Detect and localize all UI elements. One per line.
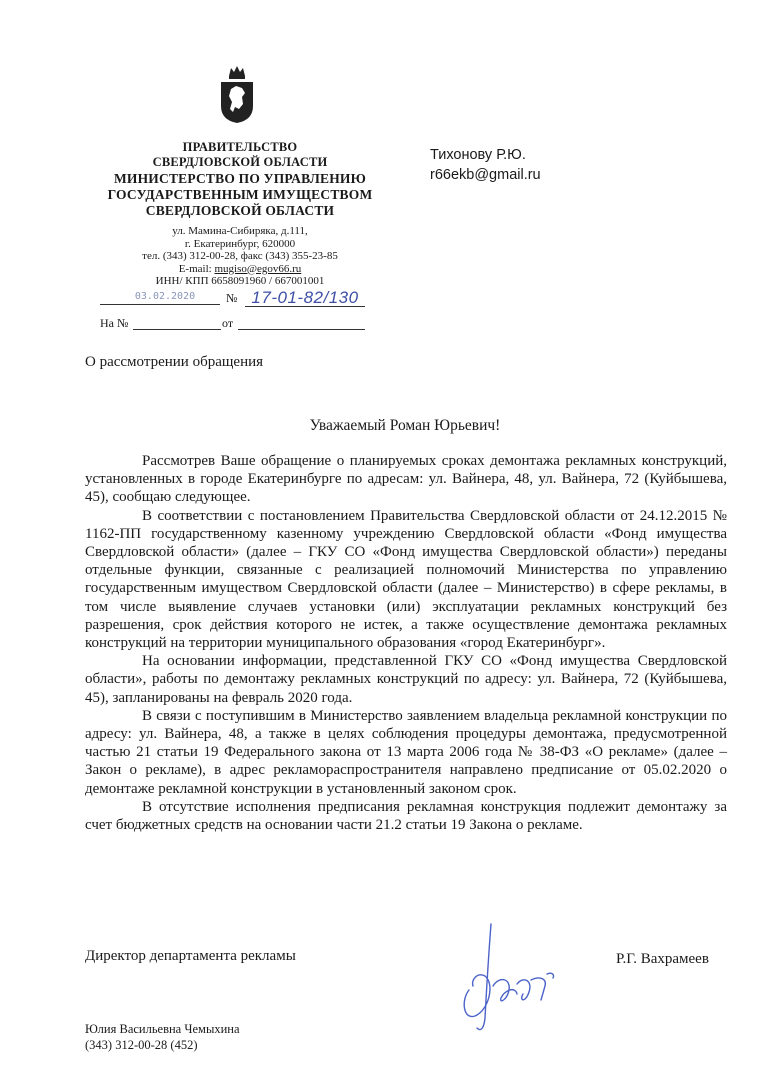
address-line-1: ул. Мамина-Сибиряка, д.111, bbox=[172, 225, 308, 237]
executor-name: Юлия Васильевна Чемыхина bbox=[85, 1022, 240, 1036]
inn-line: ИНН/ КПП 6658091960 / 667001001 bbox=[155, 275, 325, 287]
gov-line-1: ПРАВИТЕЛЬСТВО bbox=[182, 140, 298, 154]
email-line bbox=[100, 263, 380, 276]
executor-phone: (343) 312-00-28 (452) bbox=[85, 1038, 198, 1052]
letter-body bbox=[85, 452, 727, 834]
ministry-name bbox=[100, 171, 380, 219]
reference-label: На № bbox=[100, 316, 129, 330]
executor-info bbox=[85, 1021, 240, 1053]
gov-line-2: СВЕРДЛОВСКОЙ ОБЛАСТИ bbox=[152, 155, 328, 169]
signer-title: Директор департамента рекламы bbox=[85, 948, 296, 964]
recipient-name: Тихонову Р.Ю. bbox=[430, 147, 526, 163]
body-paragraph: В отсутствие исполнения предписания рекламная конструкция подлежит демонтажу за счет бюджетных средств на основании части 21.2 статьи 19 Закона о рекламе. bbox=[85, 798, 727, 834]
registration-date-stamp: 03.02.2020 bbox=[100, 291, 220, 305]
body-paragraph: На основании информации, представленной ГКУ СО «Фонд имущества Свердловской области», работы по демонтажу рекламных конструкций по адресу: ул. Вайнера, 72 (Куйбышева, 45), запланированы на февраль 2020 года. bbox=[85, 653, 727, 706]
greeting: Уважаемый Роман Юрьевич! bbox=[309, 417, 501, 434]
handwritten-signature bbox=[455, 920, 565, 1040]
body-paragraph: В связи с поступившим в Министерство заявлением владельца рекламной конструкции по адресу: ул. Вайнера, 48, а также в целях соблюдения процедуры демонтажа, предусмотренной частью 21 статьи 19 Федерального закона от 13 марта 2006 года № 38-ФЗ «О рекламе» (далее – Закон о рекламе), в адрес рекламораспространителя направлено предписание от 05.02.2020 о демонтаже рекламной конструкции в установленный законом срок. bbox=[85, 707, 727, 797]
ministry-line-1: МИНИСТЕРСТВО ПО УПРАВЛЕНИЮ bbox=[113, 171, 367, 186]
registration-number: 17-01-82/130 bbox=[245, 290, 365, 307]
body-paragraph: Рассмотрев Ваше обращение о планируемых сроках демонтажа рекламных конструкций, установленных в городе Екатеринбурге по адресам: ул. Вайнера, 48, ул. Вайнера, 72 (Куйбышева, 45), сообщаю следующее. bbox=[85, 453, 727, 506]
phone-line: тел. (343) 312-00-28, факс (343) 355-23-85 bbox=[142, 250, 338, 262]
ministry-line-2: ГОСУДАРСТВЕННЫМ ИМУЩЕСТВОМ bbox=[107, 187, 373, 202]
ministry-email-link[interactable]: mugiso@egov66.ru bbox=[214, 262, 302, 275]
ministry-line-3: СВЕРДЛОВСКОЙ ОБЛАСТИ bbox=[145, 203, 335, 218]
letter-subject: О рассмотрении обращения bbox=[85, 354, 264, 370]
signer-name: Р.Г. Вахрамеев bbox=[616, 951, 709, 967]
reference-number-line bbox=[133, 316, 221, 330]
reference-date-line bbox=[238, 316, 365, 330]
email-label: E-mail: bbox=[178, 262, 215, 275]
government-name bbox=[100, 140, 380, 170]
coat-of-arms-icon bbox=[220, 62, 254, 124]
reference-from-label: от bbox=[222, 316, 234, 330]
number-sign: № bbox=[226, 291, 238, 305]
recipient-email[interactable]: r66ekb@gmail.ru bbox=[430, 167, 541, 183]
ministry-contacts bbox=[100, 225, 380, 288]
body-paragraph: В соответствии с постановлением Правительства Свердловской области от 24.12.2015 № 1162-ПП государственному казенному учреждению Свердловской области «Фонд имущества Свердловской области» (далее – ГКУ СО «Фонд имущества Свердловской области») переданы отдельные функции, связанные с реализацией полномочий Министерства по управлению государственным имуществом Свердловской области (далее – Министерство) в сфере рекламы, в том числе выявление случаев установки (или) эксплуатации рекламных конструкций без разрешения, срок действия которого не истек, а также осуществление демонтажа рекламных конструкций на территории муниципального образования «город Екатеринбург». bbox=[85, 507, 727, 652]
address-line-2: г. Екатеринбург, 620000 bbox=[184, 237, 296, 250]
